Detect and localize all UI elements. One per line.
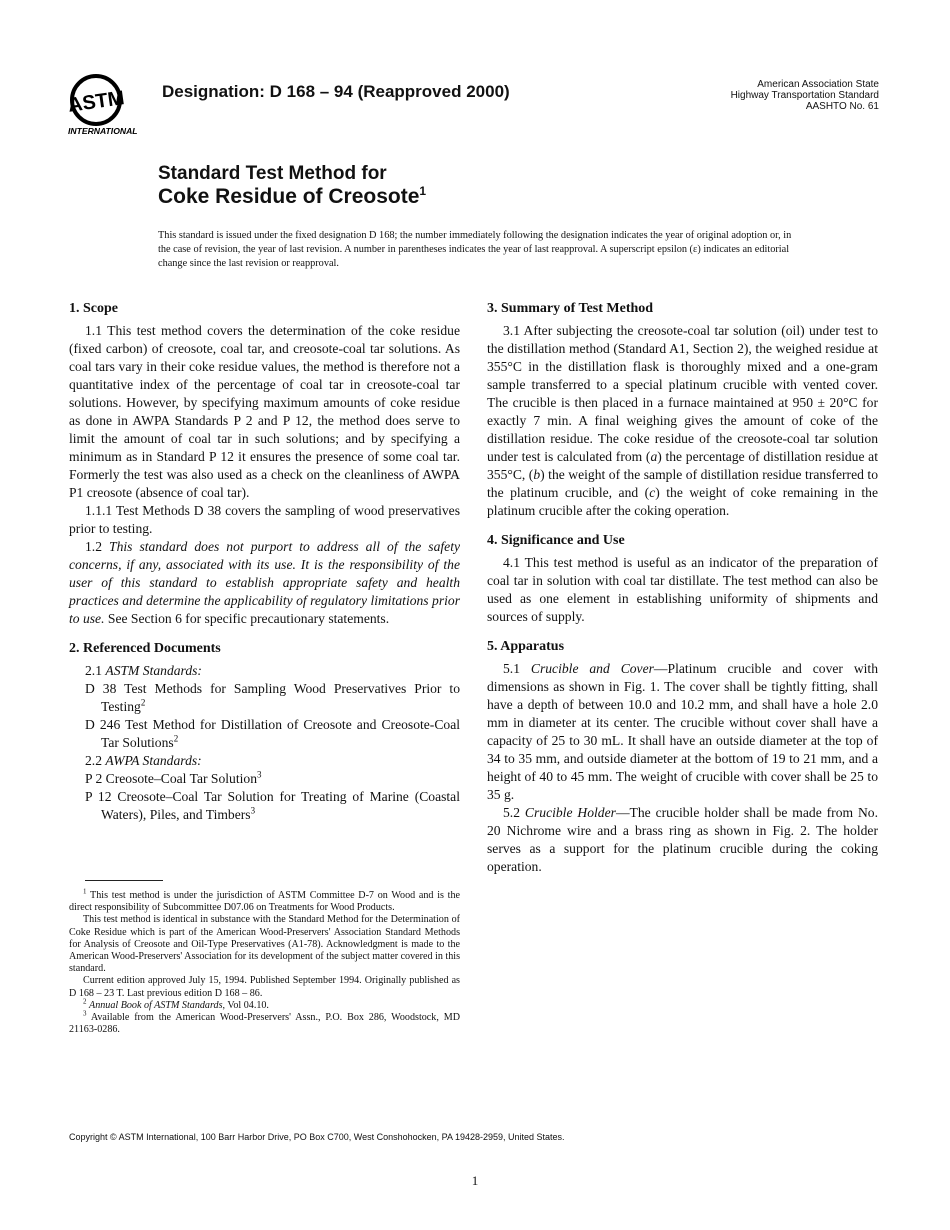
logo-letters: ASTM (66, 87, 126, 117)
reference-text: P 2 Creosote–Coal Tar Solution (85, 771, 257, 786)
reference-item (69, 716, 460, 752)
subsection-label: ASTM Standards: (105, 663, 202, 678)
page-number: 1 (471, 1173, 479, 1188)
paragraph: 1.1.1 Test Methods D 38 covers the sampling of wood preservatives prior to testing. (69, 503, 460, 536)
logo-international: INTERNATIONAL (68, 126, 138, 136)
section-heading: 4. Significance and Use (487, 533, 625, 548)
item-label: Crucible and Cover (530, 661, 654, 676)
para-text: 3.1 After subjecting the creosote-coal tar solution (oil) under test to the distillation method (Standard A1, Section 2), the weighed residue at 355°C in the distillation flask is thoroughly mixed and a one-gram sample transferred to a special platinum crucible with vented cover. The crucible is then placed in a furnace maintained at 950 ± 20°C for exactly 7 min. A final weighing gives the amount of coke of the distillation residue. The coke residue of the creosote-coal tar solution under test is calculated from ( (487, 323, 878, 464)
title-text: Coke Residue of Creosote (158, 185, 420, 208)
copyright-notice: Copyright © ASTM International, 100 Barr Harbor Drive, PO Box C700, West Conshohocken, PA 19428-2959, United States. (69, 1132, 565, 1142)
para-number: 1.2 (85, 539, 110, 554)
footnote-ref: 3 (257, 769, 262, 780)
footnote-ref: 3 (250, 805, 256, 816)
paragraph (69, 538, 460, 628)
safety-caveat: This standard does not purport to address all of the safety concerns, if any, associated with its use. It is the responsibility of the user of this standard to establish appropriate safety and health practices and determine the applicability of regulatory limitations prior to use. (69, 539, 461, 626)
subsection-label: AWPA Standards: (105, 753, 202, 768)
subsection (69, 662, 460, 680)
title-line-1: Standard Test Method for (158, 163, 387, 184)
reference-text: P 12 Creosote–Coal Tar Solution for Treating of Marine (Coastal Waters), Piles, and Timbers (85, 789, 460, 822)
footnote (69, 997, 460, 1012)
title-line-2 (158, 185, 426, 209)
footnote-divider (85, 880, 163, 881)
reference-item (69, 770, 460, 788)
footnote-text: , Vol 04.10. (222, 999, 269, 1011)
para-number: 5.1 (503, 661, 531, 676)
astm-logo (66, 70, 152, 138)
para-text: —The crucible holder shall be made from No. 20 Nichrome wire and a brass ring as shown in Fig. 2. The holder serves as a support for the platinum crucible during the coking operation. (487, 805, 879, 874)
para-number: 2.2 (85, 753, 106, 768)
footnote-text: Available from the American Wood-Preservers' Assn., P.O. Box 286, Woodstock, MD 21163-0286. (69, 1012, 460, 1036)
footnote: This test method is identical in substance with the Standard Method for the Determination of Coke Residue which is part of the American Wood-Preservers' Association Standard Methods for Analysis of Creosote and Oil-Type Preservatives (A1-78). Acknowledgment is made to the American Wood-Preservers' Association for its development of the subject matter covered in this standard. (69, 914, 461, 975)
paragraph (487, 322, 878, 520)
paragraph: 1.1 This test method covers the determination of the coke residue (fixed carbon) of creosote, coal tar, and creosote-coal tar solutions. As coal tars vary in their coke residue values, the method is therefore not a quantitative index of the percentage of coal tar in creosote-coal tar solutions. However, by specifying maximum amounts of coke residue as done in AWPA Standards P 2 and P 12, the method does serve to limit the amount of coal tar in such solutions; and by specifying a minimum as in Standard P 12 it ensures the presence of some coal tar. Formerly the test was also used as a check on the cleanliness of AWPA P1 creosote (absence of coal tar). (69, 323, 460, 500)
para-text: —Platinum crucible and cover with dimensions as shown in Fig. 1. The cover shall be tightly fitting, shall have a depth of between 10.0 and 10.2 mm, and shall have a hole 2.0 mm in diameter at its center. The crucible without cover shall have a capacity of 25 to 30 mL. It shall have an outside diameter at the top of 34 to 35 mm, and outside diameter at the bottom of 19 to 21 mm, and a height of 40 to 45 mm. The weight of crucible with cover shall be 25 to 35 g. (487, 661, 879, 802)
section-summary (487, 300, 878, 520)
issued-note: This standard is issued under the fixed designation D 168; the number immediately following the designation indicates the year of original adoption or, in the case of revision, the year of last revision. A number in parentheses indicates the year of last reapproval. A superscript epsilon (ε) indicates an editorial change since the last revision or reapproval. (158, 230, 792, 269)
document-title (158, 163, 426, 209)
title-footnote-ref: 1 (419, 184, 427, 198)
reference-text: D 38 Test Methods for Sampling Wood Preservatives Prior to Testing (85, 681, 460, 714)
section-heading: 3. Summary of Test Method (487, 301, 654, 316)
footnote-italic: Annual Book of ASTM Standards (89, 999, 223, 1011)
footnote-number: 1 (83, 887, 87, 896)
footnote-number: 3 (83, 1009, 87, 1018)
item-label: Crucible Holder (524, 805, 616, 820)
paragraph (487, 804, 878, 876)
para-text: ) the weight of coke remaining in the platinum crucible after the coking operation. (487, 485, 878, 518)
italic-letter: a (650, 449, 658, 464)
section-heading: 5. Apparatus (487, 639, 565, 654)
footnote-ref: 2 (140, 697, 146, 708)
subsection (69, 752, 460, 770)
section-heading: 1. Scope (69, 301, 118, 316)
footnote-ref: 2 (173, 733, 179, 744)
aashto-line-2: Highway Transportation Standard (730, 90, 879, 101)
aashto-line-3: AASHTO No. 61 (805, 101, 879, 112)
footnote: Current edition approved July 15, 1994. Published September 1994. Originally published as D 168 – 23 T. Last previous edition D 168 – 86. (69, 975, 460, 999)
aashto-line-1: American Association State (757, 79, 879, 90)
designation: Designation: D 168 – 94 (Reapproved 2000) (162, 82, 510, 101)
para-number: 5.2 (503, 805, 525, 820)
para-text: See Section 6 for specific precautionary statements. (104, 611, 390, 626)
para-text: ) the weight of the sample of distillation residue transferred to the platinum crucible, and ( (487, 467, 879, 500)
footnotes (69, 887, 461, 1036)
aashto-block (731, 79, 879, 112)
footnote (69, 887, 460, 914)
section-apparatus (487, 638, 878, 876)
paragraph: 4.1 This test method is useful as an indicator of the preparation of coal tar in solution with coal tar distillate. The test method can also be used as one element in establishing uniformity of shipments and sources of supply. (487, 555, 878, 624)
italic-letter: c (649, 485, 656, 500)
italic-letter: b (533, 467, 541, 482)
section-heading: 2. Referenced Documents (69, 641, 221, 656)
footnote-number: 2 (83, 997, 87, 1006)
section-referenced-documents (69, 640, 460, 824)
paragraph (487, 660, 878, 804)
section-significance (487, 532, 878, 626)
astm-logo-icon (66, 70, 152, 138)
footnote-text: This test method is under the jurisdiction of ASTM Committee D-7 on Wood and is the direct responsibility of Subcommittee D07.06 on Treatments for Wood Products. (69, 890, 460, 914)
left-column (69, 300, 460, 836)
reference-item (69, 680, 460, 716)
para-text: ) the percentage of distillation residue at 355°C, ( (487, 449, 878, 482)
section-scope (69, 300, 460, 628)
reference-item (69, 788, 460, 824)
para-number: 2.1 (85, 663, 106, 678)
reference-text: D 246 Test Method for Distillation of Creosote and Creosote-Coal Tar Solutions (85, 717, 460, 750)
footnote (69, 1009, 460, 1036)
right-column (487, 300, 878, 888)
